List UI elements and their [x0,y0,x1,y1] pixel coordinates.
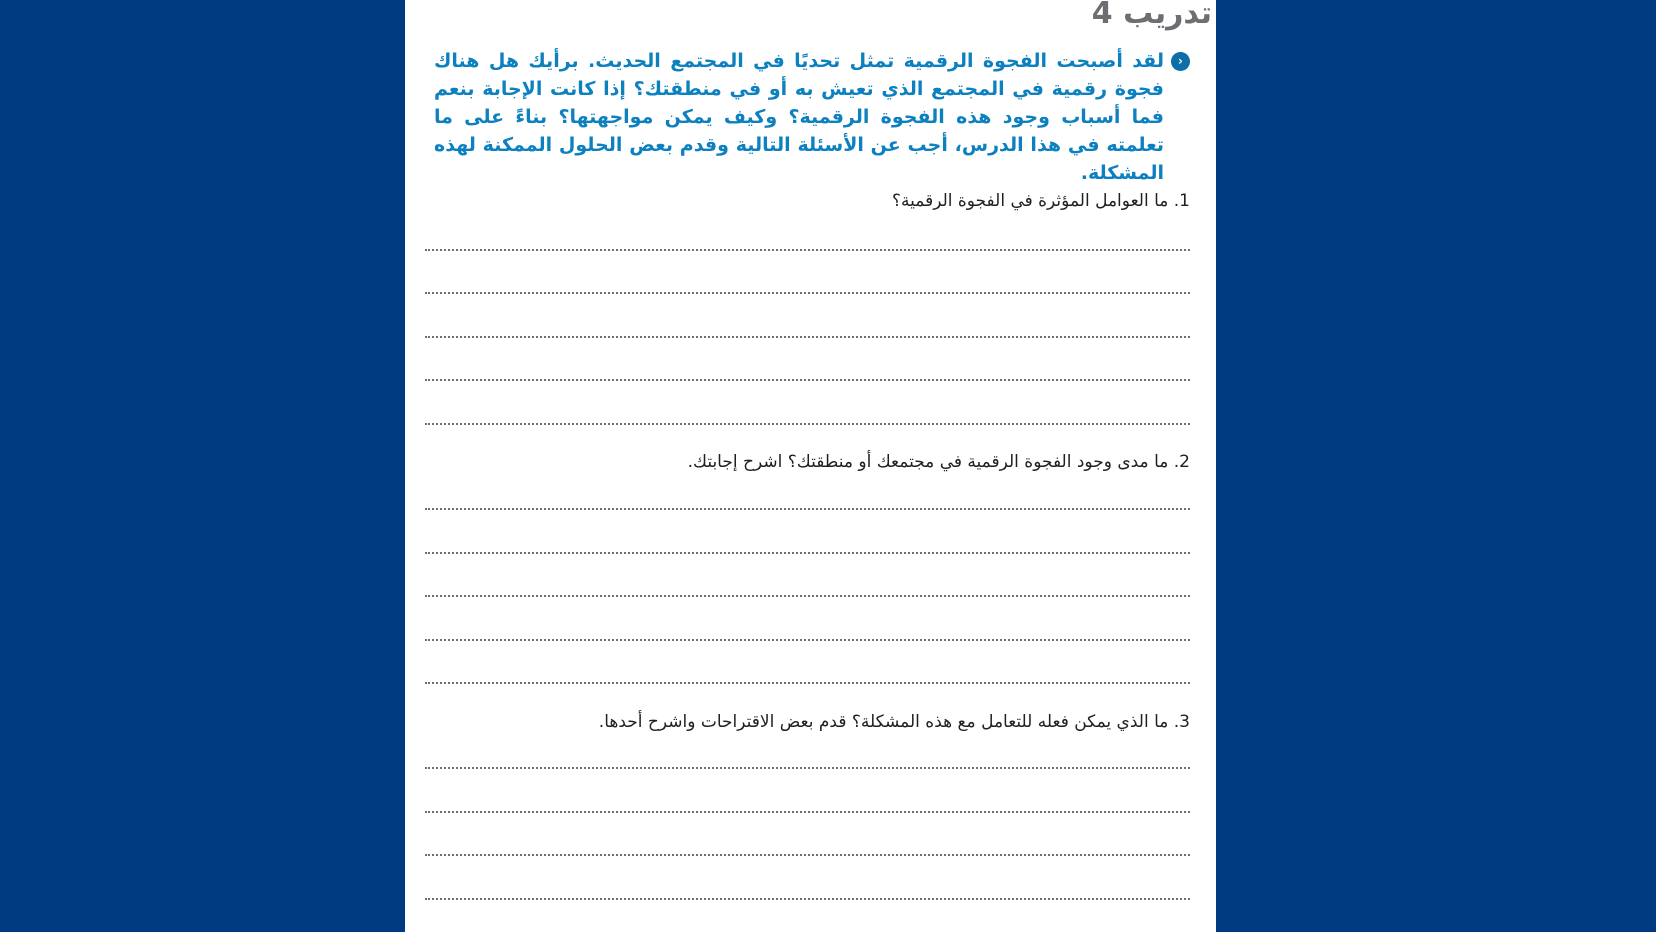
worksheet-page [405,0,1216,932]
question-2: 2. ما مدى وجود الفجوة الرقمية في مجتمعك أو منطقتك؟ اشرح إجابتك. [687,452,1190,472]
answer-line[interactable] [425,767,1190,769]
question-1: 1. ما العوامل المؤثرة في الفجوة الرقمية؟ [891,191,1190,211]
circle-chevron-icon: ‹ [1171,52,1190,71]
answer-line[interactable] [425,249,1190,251]
answer-line[interactable] [425,682,1190,684]
answer-line[interactable] [425,639,1190,641]
intro-text: لقد أصبحت الفجوة الرقمية تمثل تحديًا في المجتمع الحديث. برأيك هل هناك فجوة رقمية في المجتمع الذي تعيش به أو في منطقتك؟ إذا كانت الإجابة بنعم فما أسباب وجود هذه الفجوة الرقمية؟ وكيف يمكن مواجهتها؟ بناءً على ما تعلمته في هذا الدرس، أجب عن الأسئلة التالية وقدم بعض الحلول الممكنة لهذه المشكلة. [434,50,1164,184]
answer-line[interactable] [425,508,1190,510]
exercise-intro [434,47,1190,187]
exercise-title: تدريب 4 [1091,0,1212,31]
answer-line[interactable] [425,423,1190,425]
answer-line[interactable] [425,854,1190,856]
answer-line[interactable] [425,379,1190,381]
question-3: 3. ما الذي يمكن فعله للتعامل مع هذه المشكلة؟ قدم بعض الاقتراحات واشرح أحدها. [598,712,1190,732]
answer-line[interactable] [425,336,1190,338]
answer-line[interactable] [425,552,1190,554]
answer-line[interactable] [425,898,1190,900]
answer-line[interactable] [425,811,1190,813]
answer-line[interactable] [425,595,1190,597]
answer-line[interactable] [425,292,1190,294]
